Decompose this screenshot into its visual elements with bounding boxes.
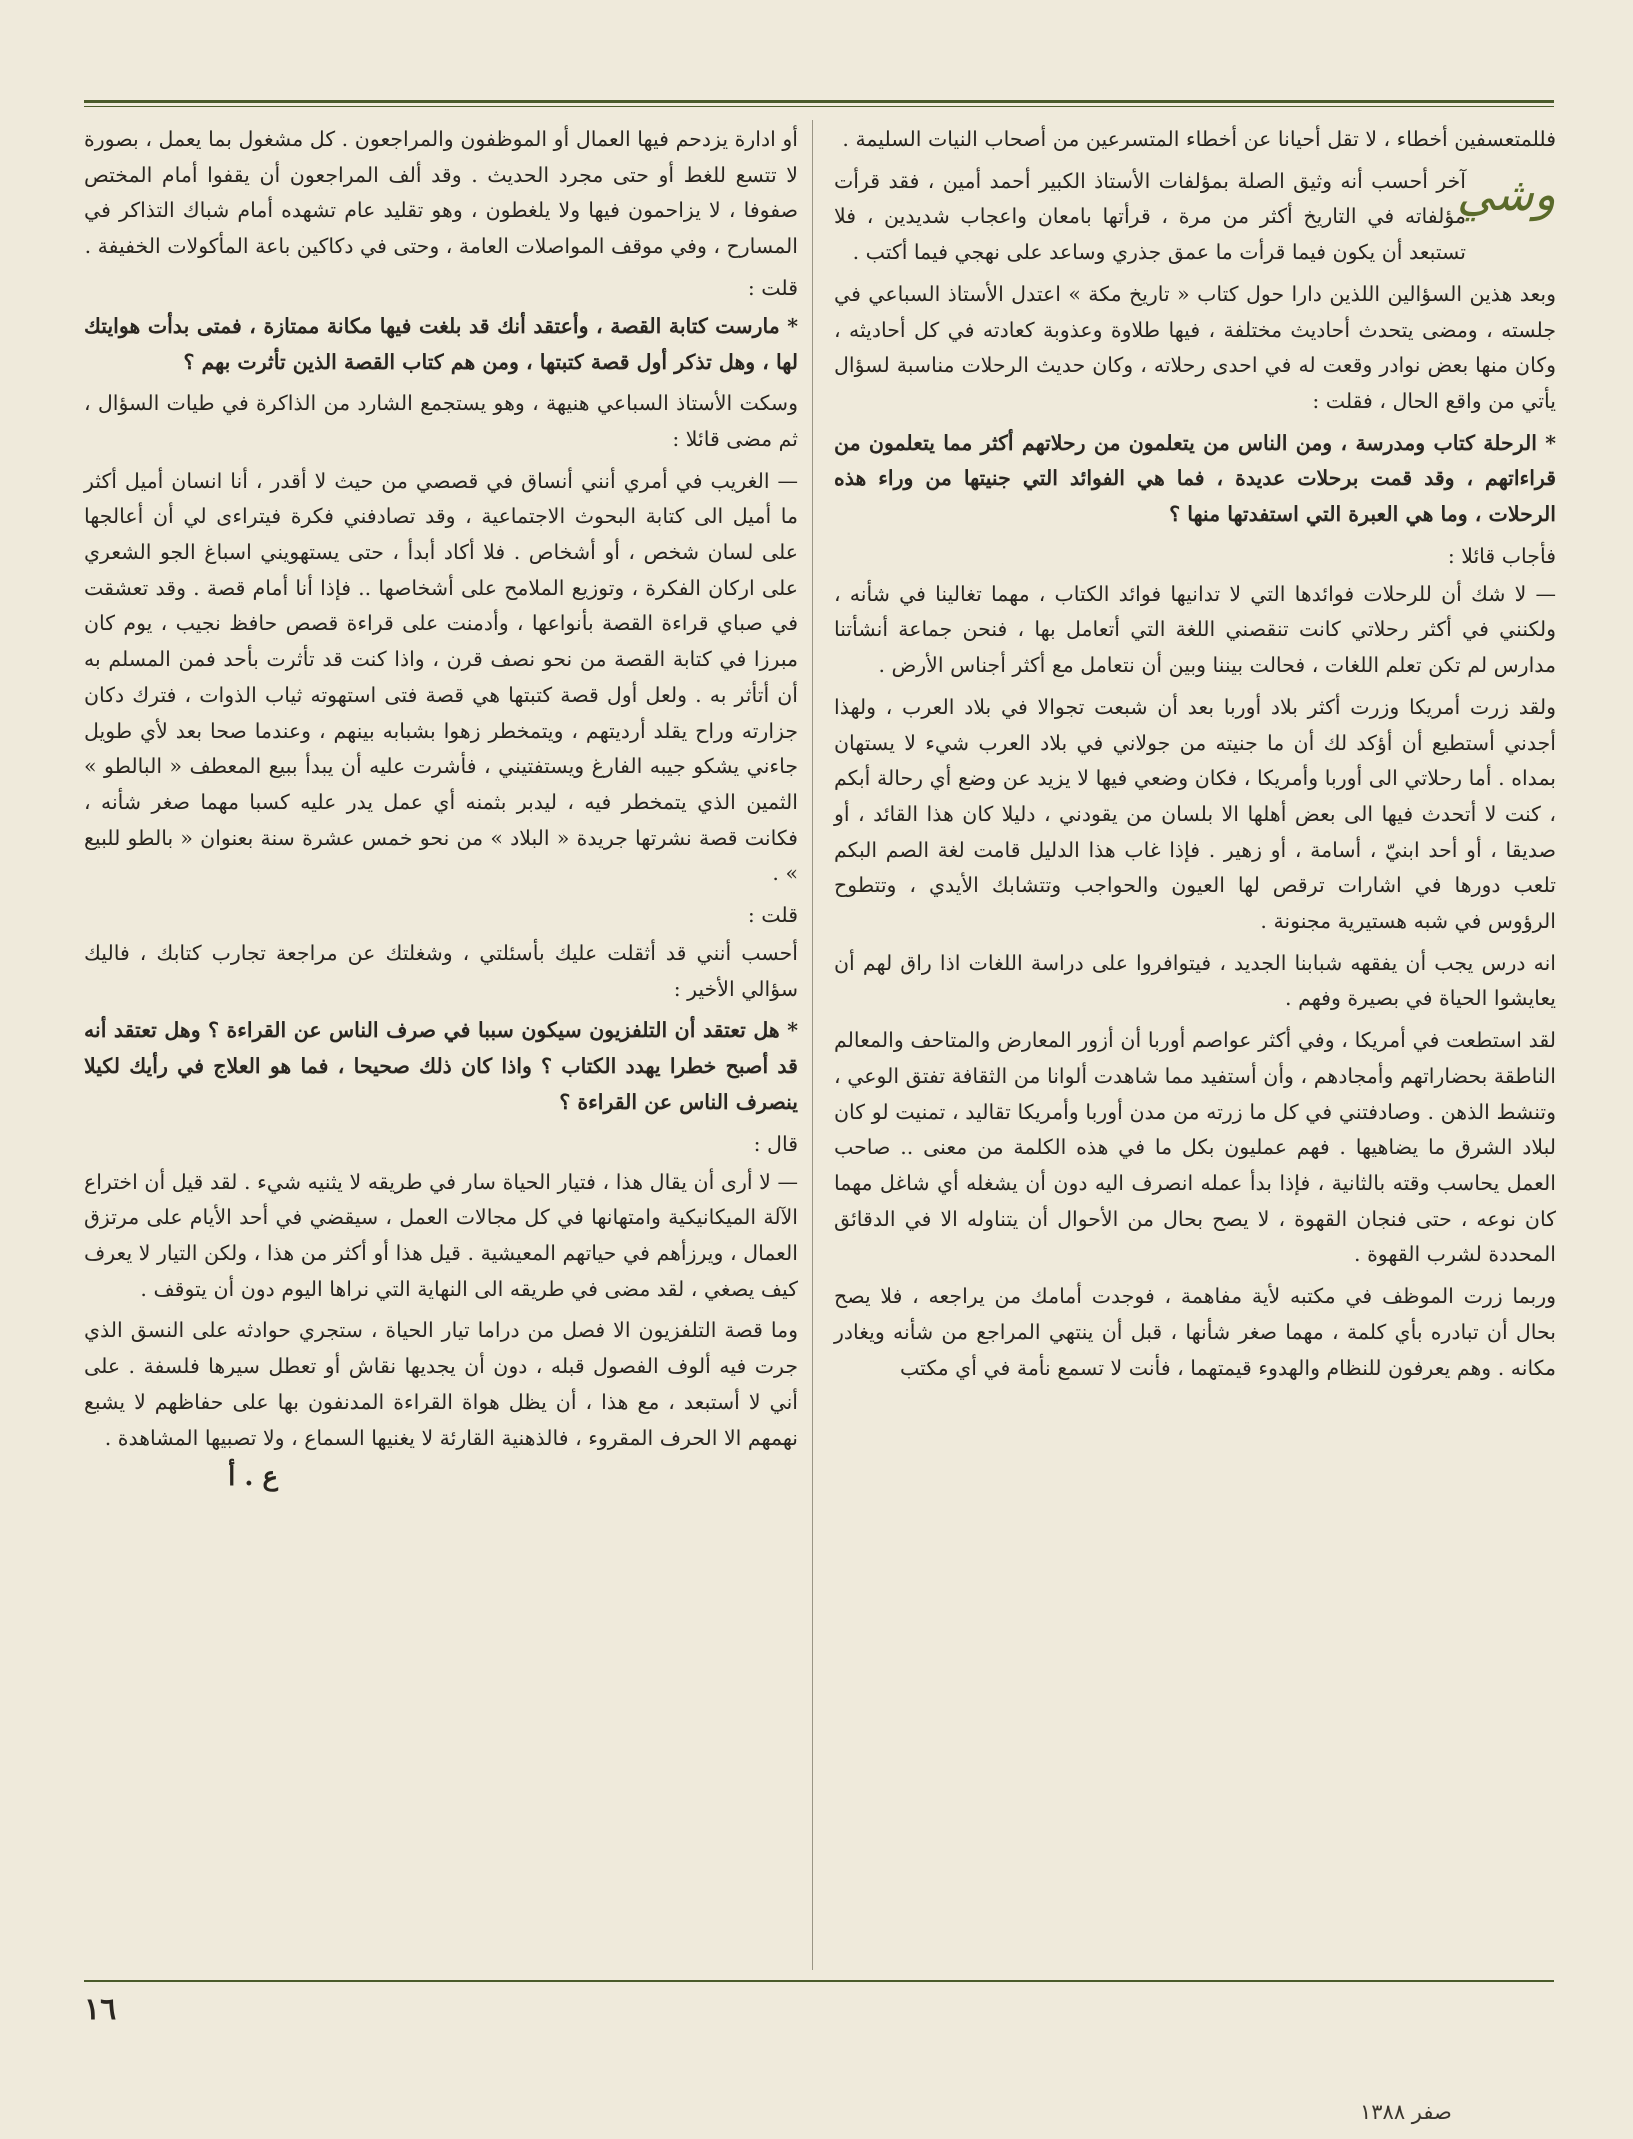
article-paragraph: آخر أحسب أنه وثيق الصلة بمؤلفات الأستاذ الكبير أحمد أمين ، فقد قرأت مؤلفاته في التاريخ أكثر من مرة ، قرأتها بامعان واعجاب شديدين ، فلا تستبعد أن يكون فيما قرأت ما عمق جذري وساعد على نهجي فيما أكتب . bbox=[834, 168, 1466, 265]
speaker-label: قلت : bbox=[747, 903, 798, 928]
column-divider bbox=[812, 120, 813, 1970]
author-signature: ع . أ bbox=[228, 1462, 278, 1493]
article-paragraph: — لا شك أن للرحلات فوائدها التي لا تدانيها فوائد الكتاب ، مهما تغالينا في شأنه ، ولكنني في أكثر رحلاتي كانت تنقصني اللغة التي أتعامل بها ، فنحن جماعة أنشأتنا مدارس لم تكن تعلم اللغات ، فحالت بيننا وبين أن نتعامل مع أكثر أجناس الأرض . bbox=[834, 581, 1556, 678]
top-rule bbox=[84, 100, 1554, 103]
article-paragraph: أحسب أنني قد أثقلت عليك بأسئلتي ، وشغلتك عن مراجعة تجارب كتابك ، فاليك سؤالي الأخير : bbox=[84, 941, 798, 1001]
article-paragraph: أو ادارة يزدحم فيها العمال أو الموظفون والمراجعون . كل مشغول بما يعمل ، بصورة لا تتسع للغط أو حتى مجرد الحديث . وقد ألف المراجعون أن يقفوا أمام المختص صفوفا ، لا يزاحمون فيها ولا يلغطون ، وهو تقليد عام تشهده أمام شباك التذاكر في المسارح ، وفي موقف المواصلات العامة ، وحتى في دكاكين باعة المأكولات الخفيفة . bbox=[84, 127, 798, 259]
speaker-label: قال : bbox=[753, 1131, 798, 1156]
article-paragraph: وسكت الأستاذ السباعي هنيهة ، وهو يستجمع الشارد من الذاكرة في طيات السؤال ، ثم مضى قائلا : bbox=[84, 391, 798, 451]
article-paragraph: انه درس يجب أن يفقهه شبابنا الجديد ، فيتوافروا على دراسة اللغات اذا راق لهم أن يعايشوا الحياة في بصيرة وفهم . bbox=[834, 950, 1556, 1011]
article-paragraph: وبعد هذين السؤالين اللذين دارا حول كتاب « تاريخ مكة » اعتدل الأستاذ السباعي في جلسته ، ومضى يتحدث أحاديث مختلفة ، فيها طلاوة وعذوبة كعادته في كل أحاديثه ، وكان منها بعض نوادر وقعت له في احدى رحلاته ، وكان حديث الرحلات مناسبة لسؤال يأتي من واقع الحال ، فقلت : bbox=[834, 281, 1556, 413]
left-column bbox=[84, 122, 798, 1492]
interview-question: * مارست كتابة القصة ، وأعتقد أنك قد بلغت فيها مكانة ممتازة ، فمتى بدأت هوايتك لها ، وهل تذكر أول قصة كتبتها ، ومن هم كتاب القصة الذين تأثرت بهم ؟ bbox=[84, 313, 798, 374]
article-paragraph: فللمتعسفين أخطاء ، لا تقل أحيانا عن أخطاء المتسرعين من أصحاب النيات السليمة . bbox=[842, 127, 1556, 151]
interview-question: * هل تعتقد أن التلفزيون سيكون سببا في صرف الناس عن القراءة ؟ وهل تعتقد أنه قد أصبح خطرا يهدد الكتاب ؟ واذا كان ذلك صحيحا ، فما هو العلاج في رأيك لكيلا ينصرف الناس عن القراءة ؟ bbox=[84, 1018, 798, 1114]
issue-date: صفر ١٣٨٨ bbox=[1360, 2100, 1452, 2124]
page-number: ١٦ bbox=[84, 1992, 117, 2027]
wishi-logo: وشي bbox=[1456, 166, 1556, 221]
article-paragraph: وما قصة التلفزيون الا فصل من دراما تيار الحياة ، ستجري حوادثه على النسق الذي جرت فيه ألوف الفصول قبله ، دون أن يجديها نقاش أو تعطل سيرها فلسفة . على أني لا أستبعد ، مع هذا ، أن يظل هواة القراءة المدنفون بها على حفاظهم لا يشبع نهمهم الا الحرف المقروء ، فالذهنية القارئة لا يغنيها السماع ، ولا تصبيها المشاهدة . bbox=[84, 1318, 798, 1450]
article-paragraph: — لا أرى أن يقال هذا ، فتيار الحياة سار في طريقه لا يثنيه شيء . لقد قيل أن اختراع الآلة الميكانيكية وامتهانها في كل مجالات العمل ، سيقضي في أحد الأيام على مرتزق العمال ، ويرزأهم في حياتهم المعيشية . قيل هذا أو أكثر من هذا ، ولكن التيار لا يعرف كيف يصغي ، لقد مضى في طريقه الى النهاية التي نراها اليوم دون أن يتوقف . bbox=[84, 1169, 798, 1301]
top-rule-thin bbox=[84, 106, 1554, 107]
article-paragraph: لقد استطعت في أمريكا ، وفي أكثر عواصم أوربا أن أزور المعارض والمتاحف والمعالم الناطقة بحضاراتهم وأمجادهم ، وأن أستفيد مما شاهدت ألوانا من الثقافة تفتق الوعي ، وتنشط الذهن . وصادفتني في كل ما زرته من مدن أوربا وأمريكا تقاليد ، تمنيت لو كان لبلاد الشرق ما يضاهيها . فهم عمليون بكل ما في هذه الكلمة من معنى .. صاحب العمل يحاسب وقته بالثانية ، فإذا بدأ عمله انصرف اليه دون أن يشغله أي شاغل مهما كان نوعه ، حتى فنجان القهوة ، لا يصح بحال من الأحوال أن يتناوله الا في الدقائق المحددة لشرب القهوة . bbox=[834, 1028, 1556, 1267]
interview-question: * الرحلة كتاب ومدرسة ، ومن الناس من يتعلمون من رحلاتهم أكثر مما يتعلمون من قراءاتهم ، وقد قمت برحلات عديدة ، فما هي الفوائد التي جنيتها من وراء هذه الرحلات ، وما هي العبرة التي استفدتها منها ؟ bbox=[834, 430, 1556, 527]
article-paragraph: وربما زرت الموظف في مكتبه لأية مفاهمة ، فوجدت أمامك من يراجعه ، فلا يصح بحال أن تبادره بأي كلمة ، مهما صغر شأنها ، قبل أن ينتهي المراجع من شأنه ويغادر مكانه . وهم يعرفون للنظام والهدوء قيمتهما ، فأنت لا تسمع نأمة في أي مكتب bbox=[834, 1284, 1556, 1380]
article-paragraph: — الغريب في أمري أنني أنساق في قصصي من حيث لا أقدر ، أنا انسان أميل أكثر ما أميل الى كتابة البحوث الاجتماعية ، وقد تصادفني فكرة فيتراءى لي أن أعالجها على لسان شخص ، أو أشخاص . فلا أكاد أبدأ ، حتى يستهويني اسباغ الجو الشعري على اركان الفكرة ، وتوزيع الملامح على أشخاصها .. فإذا أنا أمام قصة . وقد تعشقت في صباي قراءة القصة بأنواعها ، وأدمنت على قراءة قصص حافظ نجيب ، يوم كان مبرزا في كتابة القصة من نحو نصف قرن ، واذا كنت قد تأثرت بأحد فمن المسلم به أن أتأثر به . ولعل أول قصة كتبتها هي قصة فتى استهوته ثياب الذوات ، فترك دكان جزارته وراح يقلد أرديتهم ، ويتمخطر زهوا بشبابه بينهم ، وعندما صحا بعد لأي طويل جاءني يشكو جيبه الفارغ ويستفتيني ، فأشرت عليه أن يبدأ ببيع المعطف « البالطو » الثمين الذي يتمخطر فيه ، ليدبر بثمنه أي عمل يدر عليه كسبا مهما صغر شأنه ، فكانت قصة نشرتها جريدة « البلاد » من نحو خمس عشرة سنة بعنوان « بالطو للبيع » . bbox=[84, 468, 798, 886]
speaker-label: قلت : bbox=[747, 275, 798, 300]
bottom-rule bbox=[84, 1980, 1554, 1982]
right-column bbox=[834, 122, 1556, 1392]
speaker-label: فأجاب قائلا : bbox=[1447, 543, 1556, 568]
article-paragraph: ولقد زرت أمريكا وزرت أكثر بلاد أوربا بعد أن شبعت تجوالا في بلاد العرب ، ولهذا أجدني أستطيع أن أؤكد لك أن ما جنيته من جولاني في بلاد العرب شيء لا يستهان بمداه . أما رحلاتي الى أوربا وأمريكا ، فكان وضعي فيها لا يزيد عن وضع أي رحالة أبكم ، كنت لا أتحدث فيها الى بعض أهلها الا بلسان من يقودني ، دليلا كان هذا القائد ، أو صديقا ، أو أحد ابنيّ ، أسامة ، أو زهير . فإذا غاب هذا الدليل قامت لغة الصم البكم تلعب دورها في اشارات ترقص لها العيون والحواجب وتتشابك الأيدي ، وتتطوح الرؤوس في شبه هستيرية مجنونة . bbox=[834, 694, 1556, 934]
